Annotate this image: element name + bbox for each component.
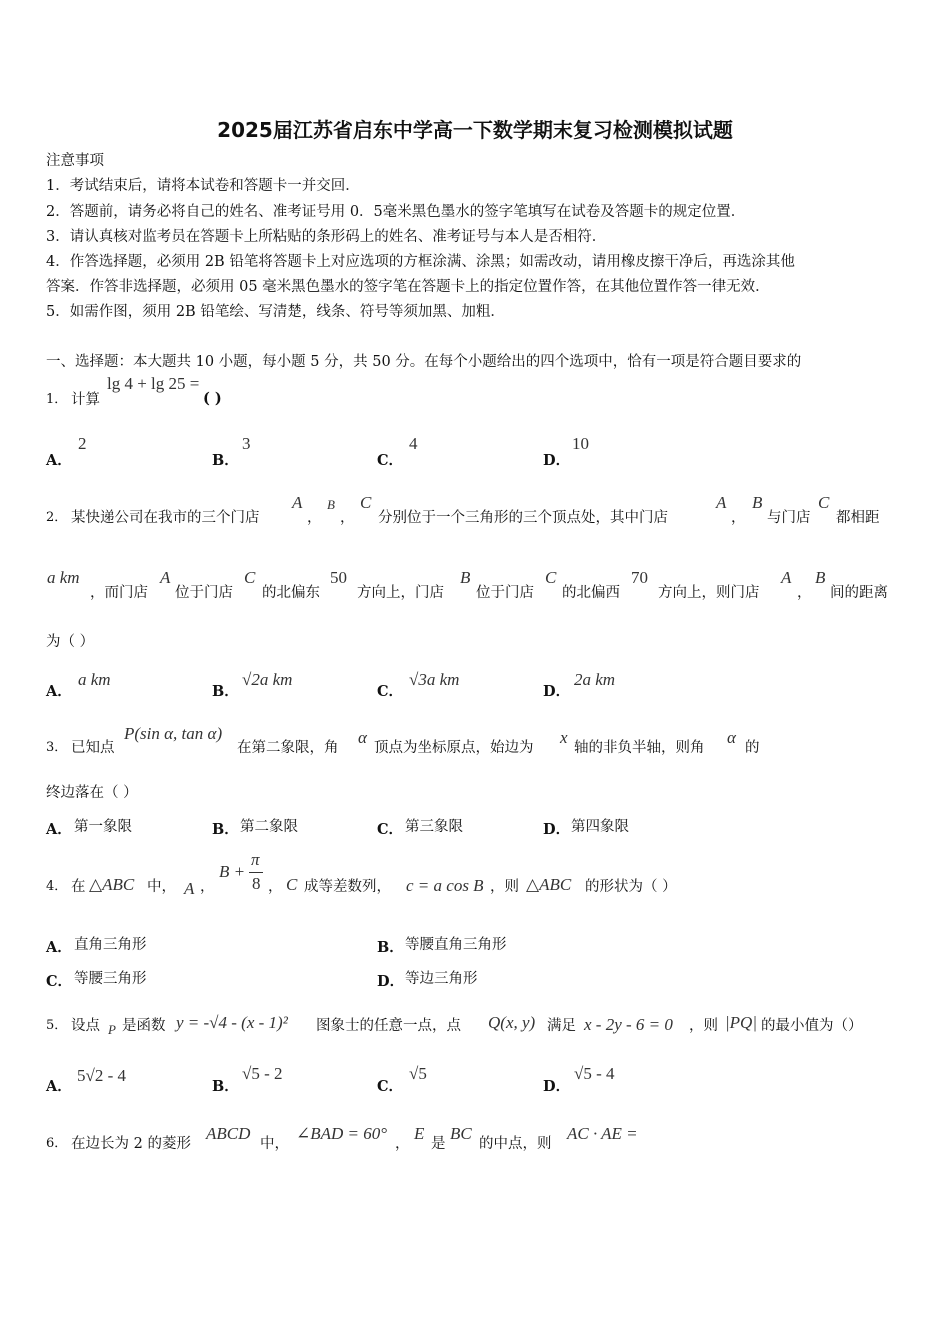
q2-option-a: a km (78, 670, 111, 689)
q2-text-5: ，而门店 (90, 585, 148, 601)
q3-point: P(sin α, tan α) (124, 724, 223, 743)
q6-angle: ∠BAD = 60° (296, 1124, 388, 1143)
notice-item-2: 2．答题前，请务必将自己的姓名、准考证号用 0．5毫米黑色墨水的签字笔填写在试卷及答题卡的规定位置． (46, 204, 746, 220)
q6-number: 6． (46, 1136, 68, 1151)
q4-label-b: B． (377, 939, 404, 956)
q4-equation: c = a cos B (406, 876, 484, 895)
q2-number: 2． (46, 510, 68, 525)
q2-angle-50: 50 (330, 568, 347, 587)
section-heading: 一、选择题：本大题共 10 小题，每小题 5 分，共 50 分。在每个小题给出的四个选项中，恰有一项是符合题目要求的 (46, 354, 802, 370)
q6-text-4: 的中点，则 (479, 1136, 552, 1152)
q4-option-c: 等腰三角形 (74, 971, 147, 987)
q2-text-9: 位于门店 (476, 585, 534, 601)
q5-option-d: √5 - 4 (574, 1064, 615, 1083)
q2-point-b4: B (815, 568, 826, 587)
q2-distance: a km (47, 568, 80, 587)
notice-item-4-cont: 答案．作答非选择题，必须用 05 毫米黑色墨水的签字笔在答题卡上的指定位置作答，在其他位置作答一律无效． (46, 279, 770, 295)
q2-comma-3: ， (731, 510, 746, 526)
q2-comma-2: ， (340, 510, 355, 526)
q3-text-2: 在第二象限，角 (237, 740, 339, 756)
q2-angle-70: 70 (631, 568, 648, 587)
q3-alpha-2: α (727, 728, 736, 747)
q2-option-c: √3a km (409, 670, 460, 689)
q1-label-c: C． (377, 452, 404, 469)
q4-fraction-bar (249, 872, 263, 873)
q6-rhombus: ABCD (206, 1124, 251, 1143)
q1-label-b: B． (212, 452, 239, 469)
q2-label-d: D． (543, 683, 571, 700)
q2-comma-4: ， (797, 585, 812, 601)
q3-x: x (560, 728, 568, 747)
q2-text-13: 为（ ） (46, 634, 95, 650)
q5-text-3: 图象士的任意一点，点 (316, 1018, 461, 1034)
q5-option-c: √5 (409, 1064, 427, 1083)
q4-label-c: C． (46, 973, 73, 990)
q3-text-3: 顶点为坐标原点，始边为 (374, 740, 534, 756)
q4-text-2: 中， (147, 879, 176, 895)
q2-point-c4: C (545, 568, 557, 587)
q4-number: 4． (46, 879, 68, 894)
q2-point-a3: A (160, 568, 171, 587)
q1-option-b: 3 (242, 434, 251, 453)
q4-triangle: △ABC (89, 875, 135, 894)
q5-text-5: ，则 (689, 1018, 718, 1034)
q2-label-c: C． (377, 683, 404, 700)
q5-text-4: 满足 (547, 1018, 576, 1034)
q2-text-1: 某快递公司在我市的三个门店 (71, 510, 260, 526)
q1-label-a: A． (46, 452, 72, 469)
q6-text-3: 是 (431, 1136, 446, 1152)
q1-option-c: 4 (409, 434, 418, 453)
q4-label-d: D． (377, 973, 405, 990)
q6-text-1: 在边长为 2 的菱形 (71, 1136, 191, 1152)
q5-label-c: C． (377, 1078, 404, 1095)
q4-text-5: 的形状为（ ） (585, 879, 677, 895)
q4-label-a: A． (46, 939, 72, 956)
q3-option-d: 第四象限 (571, 819, 629, 835)
q2-point-b2: B (752, 493, 763, 512)
q5-point-p: P (108, 1022, 116, 1037)
q5-option-a: 5√2 - 4 (77, 1066, 126, 1085)
q2-label-b: B． (212, 683, 239, 700)
q3-number: 3． (46, 740, 68, 755)
q3-text-1: 已知点 (71, 740, 115, 756)
q2-point-c: C (360, 493, 372, 512)
q1-text: 计算 (71, 392, 100, 408)
q3-text-5: 的 (745, 740, 760, 756)
q2-point-c2: C (818, 493, 830, 512)
q5-label-b: B． (212, 1078, 239, 1095)
q4-c: C (286, 875, 298, 894)
q2-text-11: 方向上，则门店 (658, 585, 760, 601)
q5-point-q: Q(x, y) (488, 1013, 536, 1032)
notice-item-4: 4．作答选择题，必须用 2B 铅笔将答题卡上对应选项的方框涂满、涂黑；如需改动，请用橡皮擦干净后，再选涂其他 (46, 254, 795, 270)
q3-option-b: 第二象限 (240, 819, 298, 835)
q5-condition: x - 2y - 6 = 0 (584, 1015, 673, 1034)
q4-comma-2: ， (268, 879, 283, 895)
q2-text-7: 的北偏东 (262, 585, 320, 601)
q6-point-e: E (414, 1124, 425, 1143)
q4-text-1: 在 (71, 879, 86, 895)
q3-text-4: 轴的非负半轴，则角 (574, 740, 705, 756)
q6-comma: ， (395, 1136, 410, 1152)
q5-text-1: 设点 (71, 1018, 100, 1034)
notice-item-3: 3．请认真核对监考员在答题卡上所粘贴的条形码上的姓名、准考证号与本人是否相符． (46, 229, 607, 245)
q3-alpha: α (358, 728, 367, 747)
q3-label-d: D． (543, 821, 571, 838)
q4-pi: π (251, 850, 260, 869)
q3-label-c: C． (377, 821, 404, 838)
q1-option-a: 2 (78, 434, 87, 453)
q2-point-b3: B (460, 568, 471, 587)
q1-option-d: 10 (572, 434, 589, 453)
q2-label-a: A． (46, 683, 72, 700)
q6-bc: BC (450, 1124, 472, 1143)
q2-text-6: 位于门店 (175, 585, 233, 601)
q2-point-a2: A (716, 493, 727, 512)
q4-a: A (184, 879, 195, 898)
q5-option-b: √5 - 2 (242, 1064, 283, 1083)
page-title: 2025届江苏省启东中学高一下数学期末复习检测模拟试题 (217, 118, 733, 142)
q2-point-a4: A (781, 568, 792, 587)
q2-text-12: 间的距离 (830, 585, 888, 601)
q4-text-3: 成等差数列， (304, 879, 391, 895)
q4-text-4: ，则 (490, 879, 519, 895)
q5-pq: |PQ| (725, 1013, 758, 1032)
q5-text-2: 是函数 (122, 1018, 166, 1034)
q2-point-b: B (327, 497, 335, 512)
q2-text-4: 都相距 (836, 510, 880, 526)
q4-option-d: 等边三角形 (405, 971, 478, 987)
q1-paren: ( ) (203, 390, 222, 407)
q2-comma-1: ， (307, 510, 322, 526)
q2-option-b: √2a km (242, 670, 293, 689)
q3-option-a: 第一象限 (74, 819, 132, 835)
q5-label-a: A． (46, 1078, 72, 1095)
notice-item-1: 1．考试结束后，请将本试卷和答题卡一并交回． (46, 178, 360, 194)
q3-option-c: 第三象限 (405, 819, 463, 835)
q2-text-2: 分别位于一个三角形的三个顶点处，其中门店 (378, 510, 668, 526)
q4-option-a: 直角三角形 (74, 937, 147, 953)
q2-point-c3: C (244, 568, 256, 587)
q6-dot-product: AC · AE = (567, 1124, 638, 1143)
q1-label-d: D． (543, 452, 571, 469)
q3-label-b: B． (212, 821, 239, 838)
notice-item-5: 5．如需作图，须用 2B 铅笔绘、写清楚，线条、符号等须加黑、加粗． (46, 304, 505, 320)
notice-heading: 注意事项 (46, 153, 104, 169)
q2-option-d: 2a km (574, 670, 616, 689)
q5-text-6: 的最小值为（） (761, 1018, 863, 1034)
q5-label-d: D． (543, 1078, 571, 1095)
q2-text-3: 与门店 (767, 510, 811, 526)
q4-triangle-2: △ABC (526, 875, 572, 894)
q2-point-a: A (292, 493, 303, 512)
q1-formula: lg 4 + lg 25 = (107, 374, 200, 393)
q2-text-8: 方向上，门店 (357, 585, 444, 601)
q4-comma: ， (200, 879, 215, 895)
q4-eight: 8 (252, 874, 261, 893)
q5-number: 5． (46, 1018, 68, 1033)
q6-text-2: 中， (260, 1136, 289, 1152)
q3-text-6: 终边落在（ ） (46, 785, 138, 801)
q4-option-b: 等腰直角三角形 (405, 937, 507, 953)
q4-b-plus: B + (219, 862, 246, 881)
q3-label-a: A． (46, 821, 72, 838)
q1-number: 1． (46, 392, 68, 407)
q5-function: y = -√4 - (x - 1)² (176, 1013, 288, 1032)
q2-text-10: 的北偏西 (562, 585, 620, 601)
